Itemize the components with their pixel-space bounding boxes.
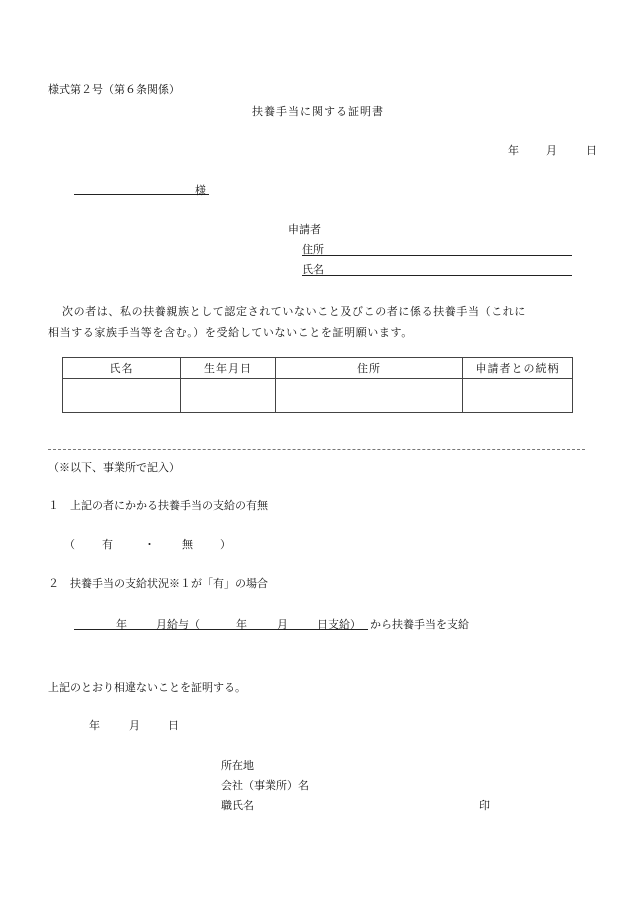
applicant-name-label: 氏名: [302, 263, 324, 276]
date-year-label: 年: [508, 144, 519, 157]
employer-note: （※以下、事業所で記入）: [48, 461, 180, 474]
certify-month-label: 月: [129, 719, 140, 732]
certify-day-label: 日: [168, 719, 179, 732]
certify-statement: 上記のとおり相違ないことを証明する。: [48, 681, 246, 694]
date-month-label: 月: [546, 144, 557, 157]
option-no[interactable]: 無: [182, 538, 193, 551]
cell-name[interactable]: [63, 379, 181, 413]
cell-relationship[interactable]: [463, 379, 573, 413]
payment-tail-text: から扶養手当を支給: [370, 618, 469, 631]
location-label: 所在地: [221, 759, 254, 772]
addressee-name-line[interactable]: [74, 194, 209, 195]
applicant-address-label: 住所: [302, 243, 324, 256]
applicant-address-line[interactable]: [302, 255, 572, 256]
payment-year-label: 年: [116, 618, 127, 631]
company-name-label: 会社（事業所）名: [221, 779, 309, 792]
certify-year-label: 年: [89, 719, 100, 732]
column-header-relationship: 申請者との続柄: [463, 358, 573, 379]
cell-address[interactable]: [276, 379, 463, 413]
dependent-table: [62, 357, 573, 413]
applicant-name-line[interactable]: [302, 275, 572, 276]
officer-name-label: 職氏名: [221, 799, 254, 812]
addressee-suffix: 様: [195, 184, 206, 197]
table-row: [63, 379, 573, 413]
seal-mark: 印: [479, 799, 490, 812]
option-separator: ・: [144, 538, 155, 551]
date-day-label: 日: [586, 144, 597, 157]
section-divider: [48, 449, 585, 450]
statement-line-1: 次の者は、私の扶養親族として認定されていないこと及びこの者に係る扶養手当（これに: [62, 305, 526, 318]
option-yes[interactable]: 有: [102, 538, 113, 551]
cell-birthdate[interactable]: [181, 379, 276, 413]
document-title: 扶養手当に関する証明書: [252, 105, 384, 118]
statement-line-2: 相当する家族手当等を含む。）を受給していないことを証明願います。: [48, 326, 413, 339]
payment-month-label: 月給与（: [156, 618, 200, 631]
table-header-row: [63, 358, 573, 379]
column-header-birthdate: 生年月日: [181, 358, 276, 379]
column-header-address: 住所: [276, 358, 463, 379]
paid-day-label: 日支給）: [317, 618, 361, 631]
column-header-name: 氏名: [63, 358, 181, 379]
option-open-paren: （: [64, 538, 75, 551]
item-2-label: ２ 扶養手当の支給状況※１が「有」の場合: [48, 577, 268, 590]
item-1-label: １ 上記の者にかかる扶養手当の支給の有無: [48, 499, 268, 512]
form-number: 様式第２号（第６条関係）: [48, 83, 180, 96]
applicant-heading: 申請者: [288, 223, 321, 236]
option-close-paren: ）: [220, 538, 231, 551]
paid-year-label: 年: [236, 618, 247, 631]
paid-month-label: 月: [277, 618, 288, 631]
